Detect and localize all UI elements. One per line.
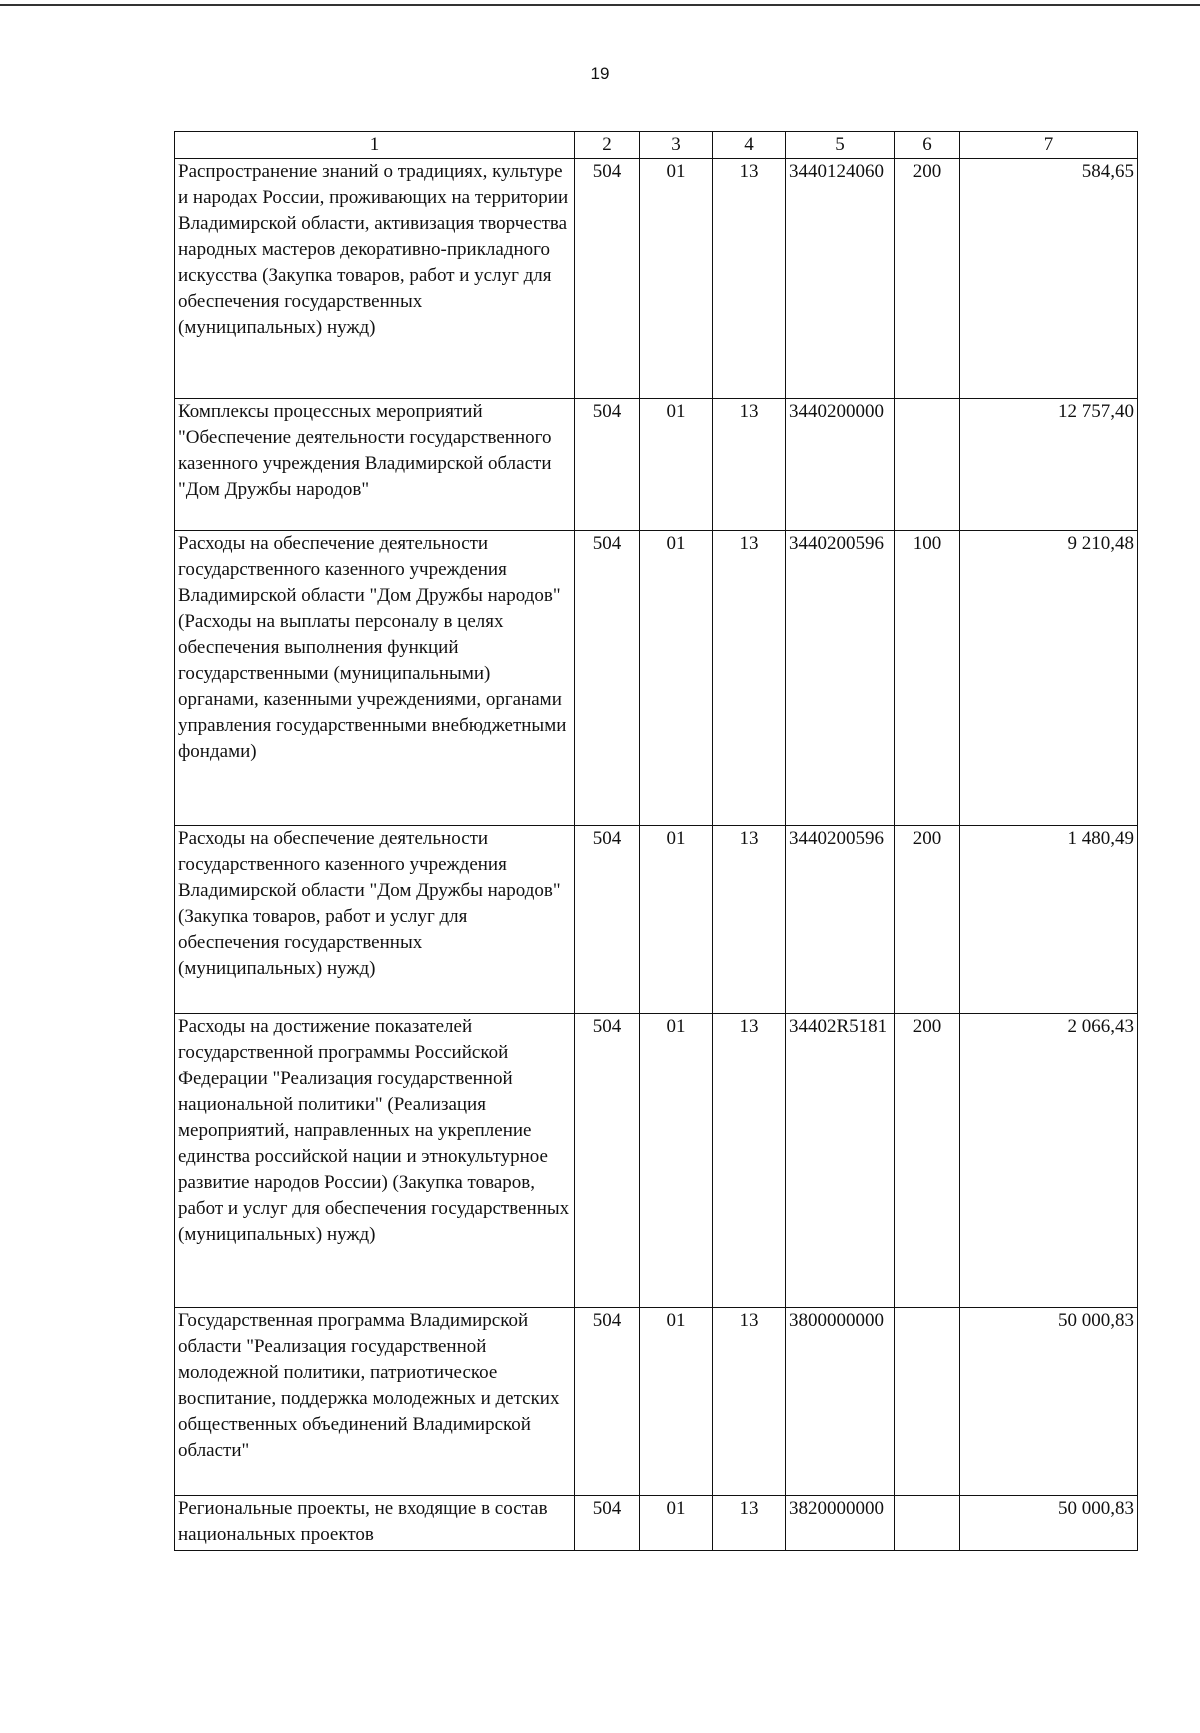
- col-header: 3: [640, 132, 713, 159]
- row-name: Расходы на достижение показателей государственной программы Российской Федерации "Реализация государственной национальной политики" (Реализация мероприятий, направленных на укрепление единства российской нации и этнокультурное развитие народов России) (Закупка товаров, работ и услуг для обеспечения государственных (муниципальных) нужд): [175, 1014, 575, 1308]
- budget-table: [174, 131, 1138, 1551]
- row-rz: 01: [640, 1014, 713, 1308]
- row-pr: 13: [713, 159, 786, 399]
- row-csr: 34402R5181: [786, 1014, 895, 1308]
- row-vr: [895, 1308, 960, 1496]
- row-name: Расходы на обеспечение деятельности государственного казенного учреждения Владимирской области "Дом Дружбы народов" (Расходы на выплаты персоналу в целях обеспечения выполнения функций государственными (муниципальными) органами, казенными учреждениями, органами управления государственными внебюджетными фондами): [175, 531, 575, 826]
- row-rz: 01: [640, 1308, 713, 1496]
- row-ved: 504: [575, 531, 640, 826]
- row-csr: 3800000000: [786, 1308, 895, 1496]
- row-ved: 504: [575, 1014, 640, 1308]
- table-row: [175, 1496, 1138, 1551]
- row-sum: 2 066,43: [960, 1014, 1138, 1308]
- col-header: 5: [786, 132, 895, 159]
- row-pr: 13: [713, 1014, 786, 1308]
- row-name: Государственная программа Владимирской области "Реализация государственной молодежной политики, патриотическое воспитание, поддержка молодежных и детских общественных объединений Владимирской области": [175, 1308, 575, 1496]
- row-vr: 200: [895, 1014, 960, 1308]
- row-csr: 3440124060: [786, 159, 895, 399]
- row-vr: 200: [895, 826, 960, 1014]
- top-rule: [0, 0, 1200, 6]
- table-row: [175, 159, 1138, 399]
- row-sum: 12 757,40: [960, 399, 1138, 531]
- column-number-row: [175, 132, 1138, 159]
- table-row: [175, 826, 1138, 1014]
- col-header: 1: [175, 132, 575, 159]
- row-pr: 13: [713, 531, 786, 826]
- row-rz: 01: [640, 1496, 713, 1551]
- row-ved: 504: [575, 159, 640, 399]
- row-rz: 01: [640, 826, 713, 1014]
- row-rz: 01: [640, 531, 713, 826]
- table-row: [175, 531, 1138, 826]
- row-csr: 3440200596: [786, 531, 895, 826]
- row-name: Комплексы процессных мероприятий "Обеспечение деятельности государственного казенного учреждения Владимирской области "Дом Дружбы народов": [175, 399, 575, 531]
- row-sum: 50 000,83: [960, 1496, 1138, 1551]
- row-pr: 13: [713, 1496, 786, 1551]
- row-sum: 50 000,83: [960, 1308, 1138, 1496]
- row-ved: 504: [575, 1308, 640, 1496]
- table-row: [175, 1014, 1138, 1308]
- row-sum: 1 480,49: [960, 826, 1138, 1014]
- row-csr: 3440200000: [786, 399, 895, 531]
- row-csr: 3820000000: [786, 1496, 895, 1551]
- page-number: 19: [590, 64, 610, 83]
- row-ved: 504: [575, 826, 640, 1014]
- row-vr: [895, 399, 960, 531]
- row-sum: 9 210,48: [960, 531, 1138, 826]
- row-pr: 13: [713, 826, 786, 1014]
- col-header: 4: [713, 132, 786, 159]
- table-row: [175, 1308, 1138, 1496]
- col-header: 2: [575, 132, 640, 159]
- row-name: Расходы на обеспечение деятельности государственного казенного учреждения Владимирской области "Дом Дружбы народов" (Закупка товаров, работ и услуг для обеспечения государственных (муниципальных) нужд): [175, 826, 575, 1014]
- row-name: Региональные проекты, не входящие в состав национальных проектов: [175, 1496, 575, 1551]
- row-ved: 504: [575, 399, 640, 531]
- row-pr: 13: [713, 1308, 786, 1496]
- col-header: 7: [960, 132, 1138, 159]
- row-vr: [895, 1496, 960, 1551]
- row-rz: 01: [640, 399, 713, 531]
- col-header: 6: [895, 132, 960, 159]
- row-vr: 200: [895, 159, 960, 399]
- row-name: Распространение знаний о традициях, культуре и народах России, проживающих на территории Владимирской области, активизация творчества народных мастеров декоративно-прикладного искусства (Закупка товаров, работ и услуг для обеспечения государственных (муниципальных) нужд): [175, 159, 575, 399]
- row-rz: 01: [640, 159, 713, 399]
- row-pr: 13: [713, 399, 786, 531]
- row-vr: 100: [895, 531, 960, 826]
- table-row: [175, 399, 1138, 531]
- row-sum: 584,65: [960, 159, 1138, 399]
- row-csr: 3440200596: [786, 826, 895, 1014]
- row-ved: 504: [575, 1496, 640, 1551]
